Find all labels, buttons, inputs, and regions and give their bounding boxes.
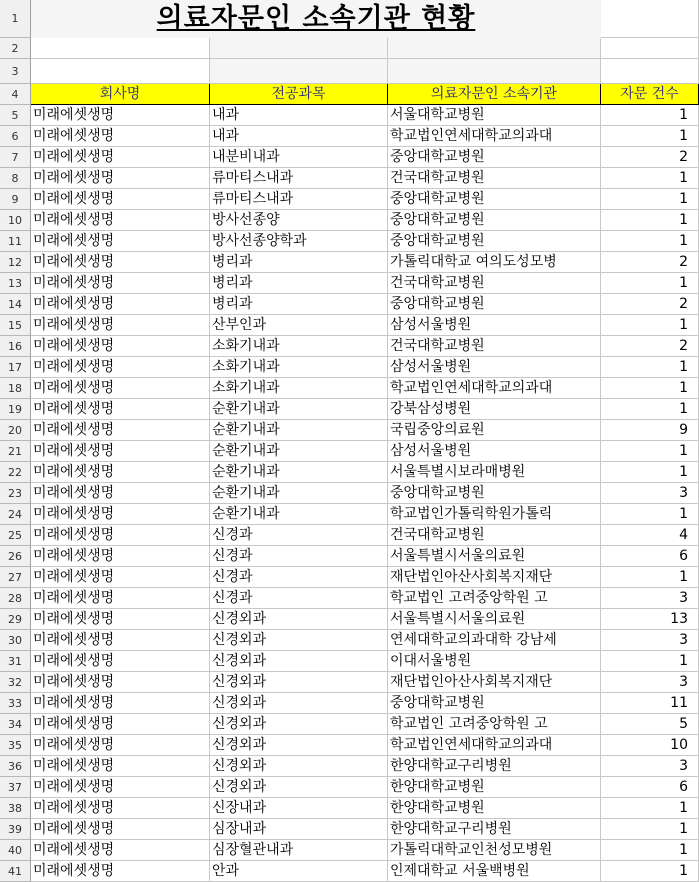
count-cell[interactable]: 3 (601, 630, 699, 651)
row-header[interactable]: 24 (0, 504, 31, 525)
column-header-company[interactable]: 회사명 (31, 84, 210, 105)
institution-cell[interactable]: 삼성서울병원 (388, 441, 601, 462)
count-cell[interactable]: 10 (601, 735, 699, 756)
company-cell[interactable]: 미래에셋생명 (31, 378, 210, 399)
count-cell[interactable]: 1 (601, 840, 699, 861)
company-cell[interactable]: 미래에셋생명 (31, 819, 210, 840)
table-row (0, 126, 699, 147)
company-cell[interactable]: 미래에셋생명 (31, 693, 210, 714)
row-header[interactable]: 26 (0, 546, 31, 567)
sheet-row-3 (0, 59, 699, 84)
company-cell[interactable]: 미래에셋생명 (31, 546, 210, 567)
company-cell[interactable]: 미래에셋생명 (31, 861, 210, 882)
company-cell[interactable]: 미래에셋생명 (31, 630, 210, 651)
row-header[interactable]: 31 (0, 651, 31, 672)
table-row (0, 693, 699, 714)
institution-cell[interactable]: 학교법인연세대학교의과대 (388, 735, 601, 756)
row-header[interactable]: 34 (0, 714, 31, 735)
company-cell[interactable]: 미래에셋생명 (31, 231, 210, 252)
table-row (0, 357, 699, 378)
table-row (0, 630, 699, 651)
table-row (0, 777, 699, 798)
institution-cell[interactable]: 중앙대학교병원 (388, 210, 601, 231)
table-row (0, 546, 699, 567)
row-header[interactable]: 14 (0, 294, 31, 315)
row-header[interactable]: 32 (0, 672, 31, 693)
institution-cell[interactable]: 한양대학교병원 (388, 798, 601, 819)
count-cell[interactable]: 4 (601, 525, 699, 546)
institution-cell[interactable]: 중앙대학교병원 (388, 693, 601, 714)
company-cell[interactable]: 미래에셋생명 (31, 168, 210, 189)
company-cell[interactable]: 미래에셋생명 (31, 462, 210, 483)
column-header-count[interactable]: 자문 건수 (601, 84, 699, 105)
table-row (0, 588, 699, 609)
specialty-cell[interactable]: 내분비내과 (210, 147, 388, 168)
row-header[interactable]: 22 (0, 462, 31, 483)
institution-cell[interactable]: 건국대학교병원 (388, 336, 601, 357)
count-cell[interactable]: 3 (601, 483, 699, 504)
row-header[interactable]: 18 (0, 378, 31, 399)
specialty-cell[interactable]: 심장내과 (210, 819, 388, 840)
row-header-3[interactable]: 3 (0, 59, 31, 84)
company-cell[interactable]: 미래에셋생명 (31, 504, 210, 525)
table-row (0, 441, 699, 462)
row-header[interactable]: 8 (0, 168, 31, 189)
institution-cell[interactable]: 한양대학교구리병원 (388, 819, 601, 840)
institution-cell[interactable]: 한양대학교병원 (388, 777, 601, 798)
count-cell[interactable]: 2 (601, 336, 699, 357)
cell-C3[interactable] (388, 59, 601, 84)
row-header[interactable]: 40 (0, 840, 31, 861)
company-cell[interactable]: 미래에셋생명 (31, 714, 210, 735)
row-header-2[interactable]: 2 (0, 38, 31, 59)
company-cell[interactable]: 미래에셋생명 (31, 609, 210, 630)
table-row (0, 861, 699, 882)
institution-cell[interactable]: 학교법인가톨릭학원가톨릭 (388, 504, 601, 525)
company-cell[interactable]: 미래에셋생명 (31, 294, 210, 315)
table-row (0, 756, 699, 777)
row-header[interactable]: 12 (0, 252, 31, 273)
company-cell[interactable]: 미래에셋생명 (31, 126, 210, 147)
institution-cell[interactable]: 한양대학교구리병원 (388, 756, 601, 777)
institution-cell[interactable]: 서울대학교병원 (388, 105, 601, 126)
table-row (0, 567, 699, 588)
company-cell[interactable]: 미래에셋생명 (31, 651, 210, 672)
institution-cell[interactable]: 국립중앙의료원 (388, 420, 601, 441)
row-header[interactable]: 21 (0, 441, 31, 462)
specialty-cell[interactable]: 신장내과 (210, 798, 388, 819)
table-row (0, 672, 699, 693)
company-cell[interactable]: 미래에셋생명 (31, 315, 210, 336)
count-cell[interactable]: 1 (601, 861, 699, 882)
table-row (0, 378, 699, 399)
specialty-cell[interactable]: 신경외과 (210, 777, 388, 798)
institution-cell[interactable]: 가톨릭대학교인천성모병원 (388, 840, 601, 861)
table-row (0, 420, 699, 441)
institution-cell[interactable]: 연세대학교의과대학 강남세 (388, 630, 601, 651)
specialty-cell[interactable]: 안과 (210, 861, 388, 882)
sheet-row-2 (0, 38, 699, 59)
count-cell[interactable]: 1 (601, 441, 699, 462)
institution-cell[interactable]: 건국대학교병원 (388, 273, 601, 294)
company-cell[interactable]: 미래에셋생명 (31, 252, 210, 273)
specialty-cell[interactable]: 신경외과 (210, 693, 388, 714)
company-cell[interactable]: 미래에셋생명 (31, 357, 210, 378)
company-cell[interactable]: 미래에셋생명 (31, 735, 210, 756)
table-row (0, 735, 699, 756)
table-row (0, 483, 699, 504)
specialty-cell[interactable]: 신경외과 (210, 714, 388, 735)
cell-C2[interactable] (388, 38, 601, 59)
specialty-cell[interactable]: 신경외과 (210, 735, 388, 756)
sheet-title: 의료자문인 소속기관 현황 (156, 3, 476, 34)
count-cell[interactable]: 3 (601, 588, 699, 609)
table-row (0, 273, 699, 294)
specialty-cell[interactable]: 순환기내과 (210, 420, 388, 441)
count-cell[interactable]: 2 (601, 294, 699, 315)
company-cell[interactable]: 미래에셋생명 (31, 441, 210, 462)
specialty-cell[interactable]: 산부인과 (210, 315, 388, 336)
cell-D3[interactable] (601, 59, 699, 84)
row-header[interactable]: 7 (0, 147, 31, 168)
company-cell[interactable]: 미래에셋생명 (31, 672, 210, 693)
cell-D2[interactable] (601, 38, 699, 59)
row-header[interactable]: 33 (0, 693, 31, 714)
table-row (0, 189, 699, 210)
specialty-cell[interactable]: 순환기내과 (210, 441, 388, 462)
specialty-cell[interactable]: 신경과 (210, 588, 388, 609)
row-header[interactable]: 35 (0, 735, 31, 756)
row-header[interactable]: 13 (0, 273, 31, 294)
specialty-cell[interactable]: 순환기내과 (210, 483, 388, 504)
cell-B3[interactable] (210, 59, 388, 84)
institution-cell[interactable]: 중앙대학교병원 (388, 294, 601, 315)
count-cell[interactable]: 11 (601, 693, 699, 714)
institution-cell[interactable]: 인제대학교 서울백병원 (388, 861, 601, 882)
row-header[interactable]: 16 (0, 336, 31, 357)
count-cell[interactable]: 1 (601, 378, 699, 399)
table-row (0, 462, 699, 483)
row-header[interactable]: 30 (0, 630, 31, 651)
company-cell[interactable]: 미래에셋생명 (31, 420, 210, 441)
institution-cell[interactable]: 서울특별시서울의료원 (388, 609, 601, 630)
count-cell[interactable]: 3 (601, 672, 699, 693)
specialty-cell[interactable]: 신경외과 (210, 609, 388, 630)
row-header[interactable]: 37 (0, 777, 31, 798)
row-header[interactable]: 17 (0, 357, 31, 378)
specialty-cell[interactable]: 류마티스내과 (210, 189, 388, 210)
specialty-cell[interactable]: 순환기내과 (210, 462, 388, 483)
count-cell[interactable]: 1 (601, 567, 699, 588)
column-header-specialty[interactable]: 전공과목 (210, 84, 388, 105)
count-cell[interactable]: 6 (601, 777, 699, 798)
specialty-cell[interactable]: 병리과 (210, 252, 388, 273)
table-row (0, 294, 699, 315)
institution-cell[interactable]: 삼성서울병원 (388, 357, 601, 378)
company-cell[interactable]: 미래에셋생명 (31, 273, 210, 294)
count-cell[interactable]: 1 (601, 651, 699, 672)
institution-cell[interactable]: 학교법인 고려중앙학원 고 (388, 714, 601, 735)
table-row (0, 714, 699, 735)
table-row (0, 231, 699, 252)
row-header[interactable]: 9 (0, 189, 31, 210)
institution-cell[interactable]: 중앙대학교병원 (388, 483, 601, 504)
row-header[interactable]: 5 (0, 105, 31, 126)
column-header-institution[interactable]: 의료자문인 소속기관 (388, 84, 601, 105)
institution-cell[interactable]: 건국대학교병원 (388, 168, 601, 189)
specialty-cell[interactable]: 신경외과 (210, 651, 388, 672)
specialty-cell[interactable]: 신경과 (210, 546, 388, 567)
row-header[interactable]: 38 (0, 798, 31, 819)
institution-cell[interactable]: 건국대학교병원 (388, 525, 601, 546)
count-cell[interactable]: 1 (601, 462, 699, 483)
specialty-cell[interactable]: 방사선종양 (210, 210, 388, 231)
count-cell[interactable]: 5 (601, 714, 699, 735)
count-cell[interactable]: 1 (601, 273, 699, 294)
company-cell[interactable]: 미래에셋생명 (31, 525, 210, 546)
table-row (0, 147, 699, 168)
row-header[interactable]: 15 (0, 315, 31, 336)
table-row (0, 798, 699, 819)
table-row (0, 819, 699, 840)
cell-D1[interactable] (601, 0, 699, 38)
institution-cell[interactable]: 삼성서울병원 (388, 315, 601, 336)
specialty-cell[interactable]: 병리과 (210, 273, 388, 294)
row-header-1[interactable]: 1 (0, 0, 31, 38)
row-header[interactable]: 20 (0, 420, 31, 441)
row-header[interactable]: 6 (0, 126, 31, 147)
institution-cell[interactable]: 학교법인 고려중앙학원 고 (388, 588, 601, 609)
company-cell[interactable]: 미래에셋생명 (31, 567, 210, 588)
company-cell[interactable]: 미래에셋생명 (31, 798, 210, 819)
row-header[interactable]: 23 (0, 483, 31, 504)
institution-cell[interactable]: 서울특별시보라매병원 (388, 462, 601, 483)
row-header[interactable]: 39 (0, 819, 31, 840)
specialty-cell[interactable]: 소화기내과 (210, 336, 388, 357)
row-header[interactable]: 25 (0, 525, 31, 546)
table-row (0, 651, 699, 672)
table-row (0, 210, 699, 231)
count-cell[interactable]: 1 (601, 504, 699, 525)
row-header-4[interactable]: 4 (0, 84, 31, 105)
row-header[interactable]: 29 (0, 609, 31, 630)
specialty-cell[interactable]: 신경외과 (210, 756, 388, 777)
count-cell[interactable]: 2 (601, 252, 699, 273)
company-cell[interactable]: 미래에셋생명 (31, 483, 210, 504)
row-header[interactable]: 10 (0, 210, 31, 231)
company-cell[interactable]: 미래에셋생명 (31, 588, 210, 609)
institution-cell[interactable]: 중앙대학교병원 (388, 189, 601, 210)
specialty-cell[interactable]: 내과 (210, 105, 388, 126)
specialty-cell[interactable]: 방사선종양학과 (210, 231, 388, 252)
title-cell[interactable] (31, 0, 601, 38)
table-row (0, 336, 699, 357)
company-cell[interactable]: 미래에셋생명 (31, 840, 210, 861)
institution-cell[interactable]: 재단법인아산사회복지재단 (388, 567, 601, 588)
company-cell[interactable]: 미래에셋생명 (31, 210, 210, 231)
count-cell[interactable]: 13 (601, 609, 699, 630)
company-cell[interactable]: 미래에셋생명 (31, 147, 210, 168)
cell-B2[interactable] (210, 38, 388, 59)
specialty-cell[interactable]: 소화기내과 (210, 378, 388, 399)
company-cell[interactable]: 미래에셋생명 (31, 777, 210, 798)
institution-cell[interactable]: 서울특별시서울의료원 (388, 546, 601, 567)
specialty-cell[interactable]: 심장혈관내과 (210, 840, 388, 861)
count-cell[interactable]: 1 (601, 231, 699, 252)
row-header[interactable]: 11 (0, 231, 31, 252)
count-cell[interactable]: 1 (601, 126, 699, 147)
institution-cell[interactable]: 학교법인연세대학교의과대 (388, 126, 601, 147)
company-cell[interactable]: 미래에셋생명 (31, 189, 210, 210)
table-row (0, 315, 699, 336)
count-cell[interactable]: 3 (601, 756, 699, 777)
table-row (0, 105, 699, 126)
row-header[interactable]: 36 (0, 756, 31, 777)
table-row (0, 168, 699, 189)
table-row (0, 609, 699, 630)
company-cell[interactable]: 미래에셋생명 (31, 105, 210, 126)
count-cell[interactable]: 1 (601, 399, 699, 420)
table-row (0, 840, 699, 861)
institution-cell[interactable]: 중앙대학교병원 (388, 147, 601, 168)
row-header[interactable]: 19 (0, 399, 31, 420)
specialty-cell[interactable]: 신경과 (210, 567, 388, 588)
specialty-cell[interactable]: 신경외과 (210, 672, 388, 693)
row-header[interactable]: 41 (0, 861, 31, 882)
count-cell[interactable]: 1 (601, 168, 699, 189)
specialty-cell[interactable]: 내과 (210, 126, 388, 147)
count-cell[interactable]: 9 (601, 420, 699, 441)
specialty-cell[interactable]: 순환기내과 (210, 504, 388, 525)
institution-cell[interactable]: 강북삼성병원 (388, 399, 601, 420)
institution-cell[interactable]: 가톨릭대학교 여의도성모병 (388, 252, 601, 273)
count-cell[interactable]: 1 (601, 189, 699, 210)
count-cell[interactable]: 6 (601, 546, 699, 567)
specialty-cell[interactable]: 병리과 (210, 294, 388, 315)
count-cell[interactable]: 1 (601, 315, 699, 336)
count-cell[interactable]: 1 (601, 357, 699, 378)
cell-A3[interactable] (31, 59, 210, 84)
sheet-row-4 (0, 84, 699, 105)
company-cell[interactable]: 미래에셋생명 (31, 399, 210, 420)
count-cell[interactable]: 1 (601, 798, 699, 819)
specialty-cell[interactable]: 류마티스내과 (210, 168, 388, 189)
count-cell[interactable]: 1 (601, 819, 699, 840)
count-cell[interactable]: 1 (601, 210, 699, 231)
company-cell[interactable]: 미래에셋생명 (31, 756, 210, 777)
table-row (0, 252, 699, 273)
cell-A2[interactable] (31, 38, 210, 59)
row-header[interactable]: 28 (0, 588, 31, 609)
institution-cell[interactable]: 재단법인아산사회복지재단 (388, 672, 601, 693)
institution-cell[interactable]: 이대서울병원 (388, 651, 601, 672)
specialty-cell[interactable]: 순환기내과 (210, 399, 388, 420)
institution-cell[interactable]: 학교법인연세대학교의과대 (388, 378, 601, 399)
specialty-cell[interactable]: 신경외과 (210, 630, 388, 651)
institution-cell[interactable]: 중앙대학교병원 (388, 231, 601, 252)
specialty-cell[interactable]: 신경과 (210, 525, 388, 546)
table-row (0, 504, 699, 525)
company-cell[interactable]: 미래에셋생명 (31, 336, 210, 357)
specialty-cell[interactable]: 소화기내과 (210, 357, 388, 378)
table-row (0, 399, 699, 420)
table-row (0, 525, 699, 546)
count-cell[interactable]: 2 (601, 147, 699, 168)
sheet-row-1 (0, 0, 699, 38)
row-header[interactable]: 27 (0, 567, 31, 588)
count-cell[interactable]: 1 (601, 105, 699, 126)
